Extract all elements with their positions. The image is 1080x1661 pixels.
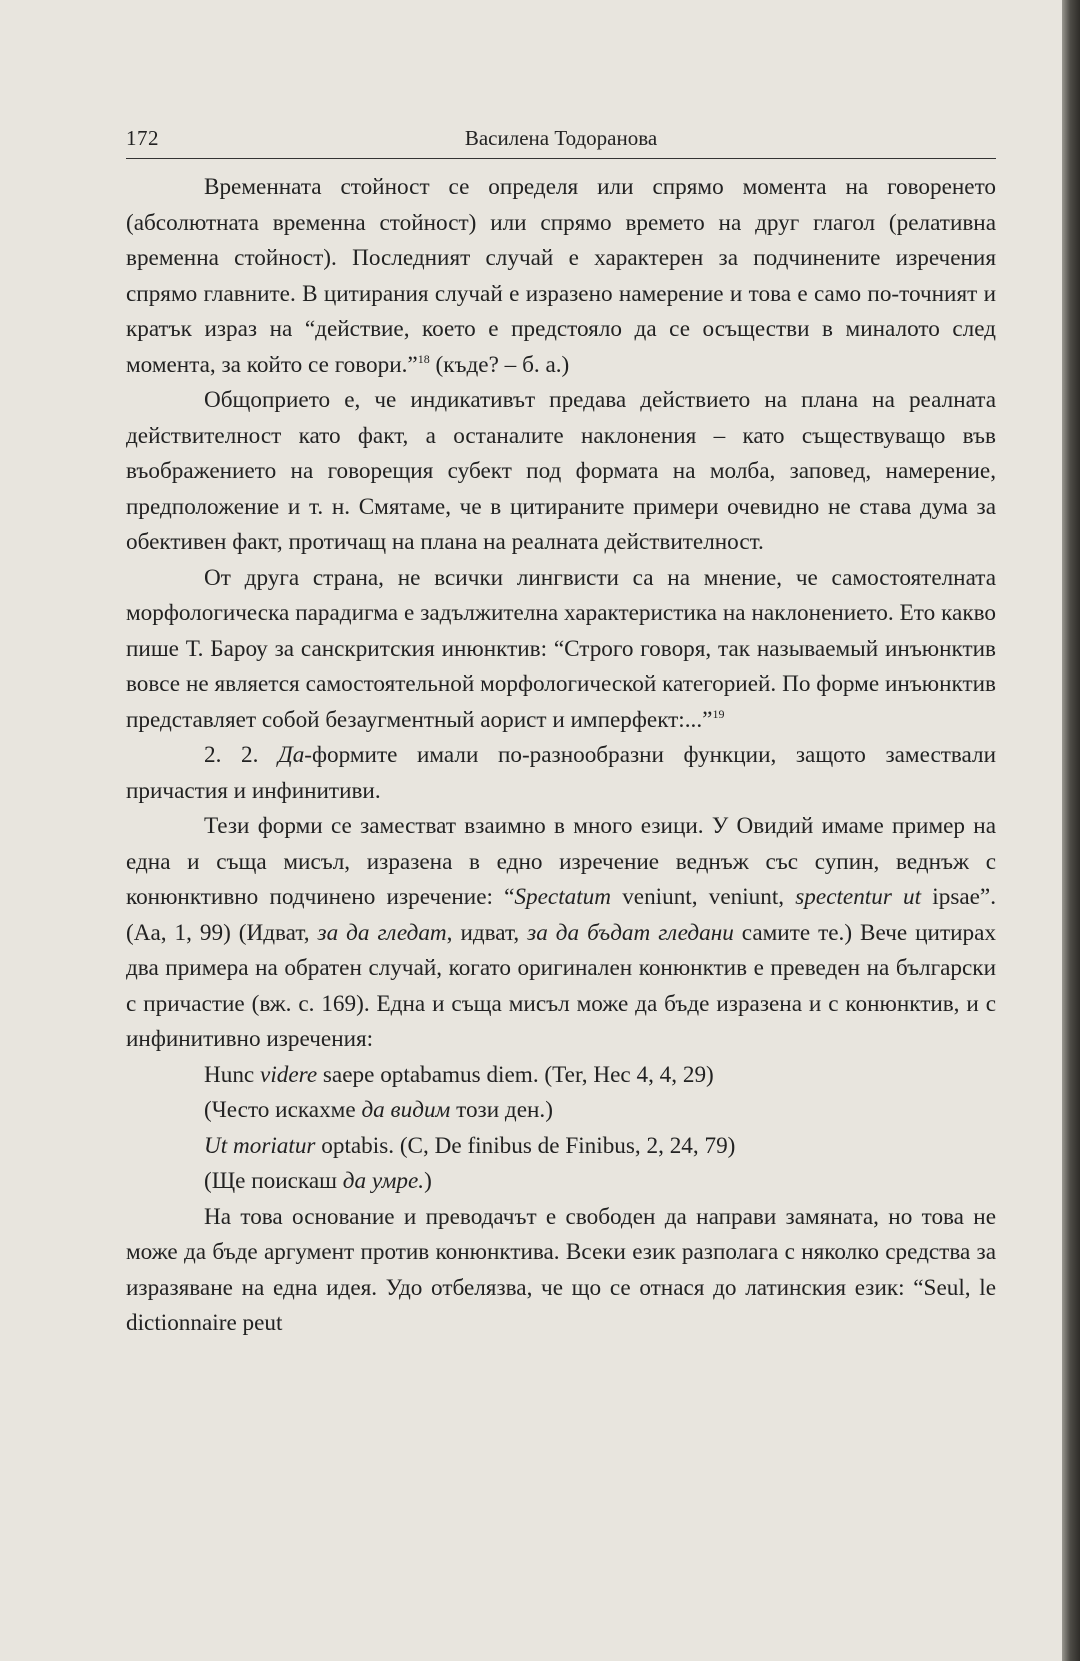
footnote-ref: 18 — [417, 351, 430, 366]
running-head: Василена Тодоранова — [464, 126, 658, 150]
paragraph: От друга страна, не всички лингвисти са на мнение, че самостоятелната морфологическа парадигма е задължителна характеристика на наклонението. Ето какво пише Т. Бароу за санскритския инюнктив: “Строго говоря, так называемый инъюнктив вовсе не является самостоятельной морфологической категорией. По форме инъюнктив представляет собой безаугментный аорист и имперфект:...”$^{19}$ — [126, 564, 996, 733]
example-line: Ut moriatur optabis. (C, De finibus de Finibus, 2, 24, 79) — [204, 1132, 736, 1159]
page-number: 172 — [126, 126, 159, 150]
paragraph: Тези форми се заместват взаимно в много езици. У Овидий имаме пример на една и съща мисъл, изразена в едно изречение веднъж със супин, веднъж с конюнктивно подчинено изречение: “Spectatum veniunt, veniunt, spectentur ut ipsae”. (Aa, 1, 99) (Идват, за да гледат, идват, за да бъдат гледани самите те.) Вече цитирах два примера на обратен случай, когато оригинален конюнктив е преведен на български с причастие (вж. с. 169). Една и съща мисъл може да бъде изразена и с конюнктив, и с инфинитивно изречения: — [126, 813, 997, 1052]
paragraph: На това основание и преводачът е свободен да направи замяната, но това не може да бъде аргумент против конюнктива. Всеки език разполага с няколко средства за изразяване на една идея. Удо отбелязва, че що се отнася до латинския език: “Seul, le dictionnaire peut — [126, 1203, 996, 1336]
example-line: (Често искахме да видим този ден.) — [204, 1097, 553, 1123]
book-spine-edge — [1062, 0, 1080, 1661]
example-line: (Ще поискаш да умре.) — [204, 1168, 432, 1194]
footnote-ref: 19 — [712, 706, 725, 721]
body-text — [126, 170, 996, 1342]
example-line: Hunc videre saepe optabamus diem. (Ter, Hec 4, 4, 29) — [204, 1061, 714, 1088]
paragraph: 2. 2. Да-формите имали по-разнообразни функции, защото замествали причастия и инфинитиви. — [126, 742, 996, 804]
paragraph: Временната стойност се определя или спрямо момента на говоренето (абсолютната временна стойност) или спрямо времето на друг глагол (релативна временна стойност). Последният случай е характерен за подчинените изречения спрямо главните. В цитирания случай е изразено намерение и това е само по-точният и кратък израз на “действие, което е предстояло да се осъществи в миналото след момента, за който се говори.”$^{18}$ (къде? – б. а.) — [126, 174, 996, 378]
page-header — [126, 126, 996, 159]
paragraph: Общоприето е, че индикативът предава действието на плана на реалната действителност като факт, а останалите наклонения – като съществуващо във въображението на говорещия субект под формата на молба, заповед, намерение, предположение и т. н. Смятаме, че в цитираните примери очевидно не става дума за обективен факт, протичащ на плана на реалната действителност. — [126, 387, 996, 555]
